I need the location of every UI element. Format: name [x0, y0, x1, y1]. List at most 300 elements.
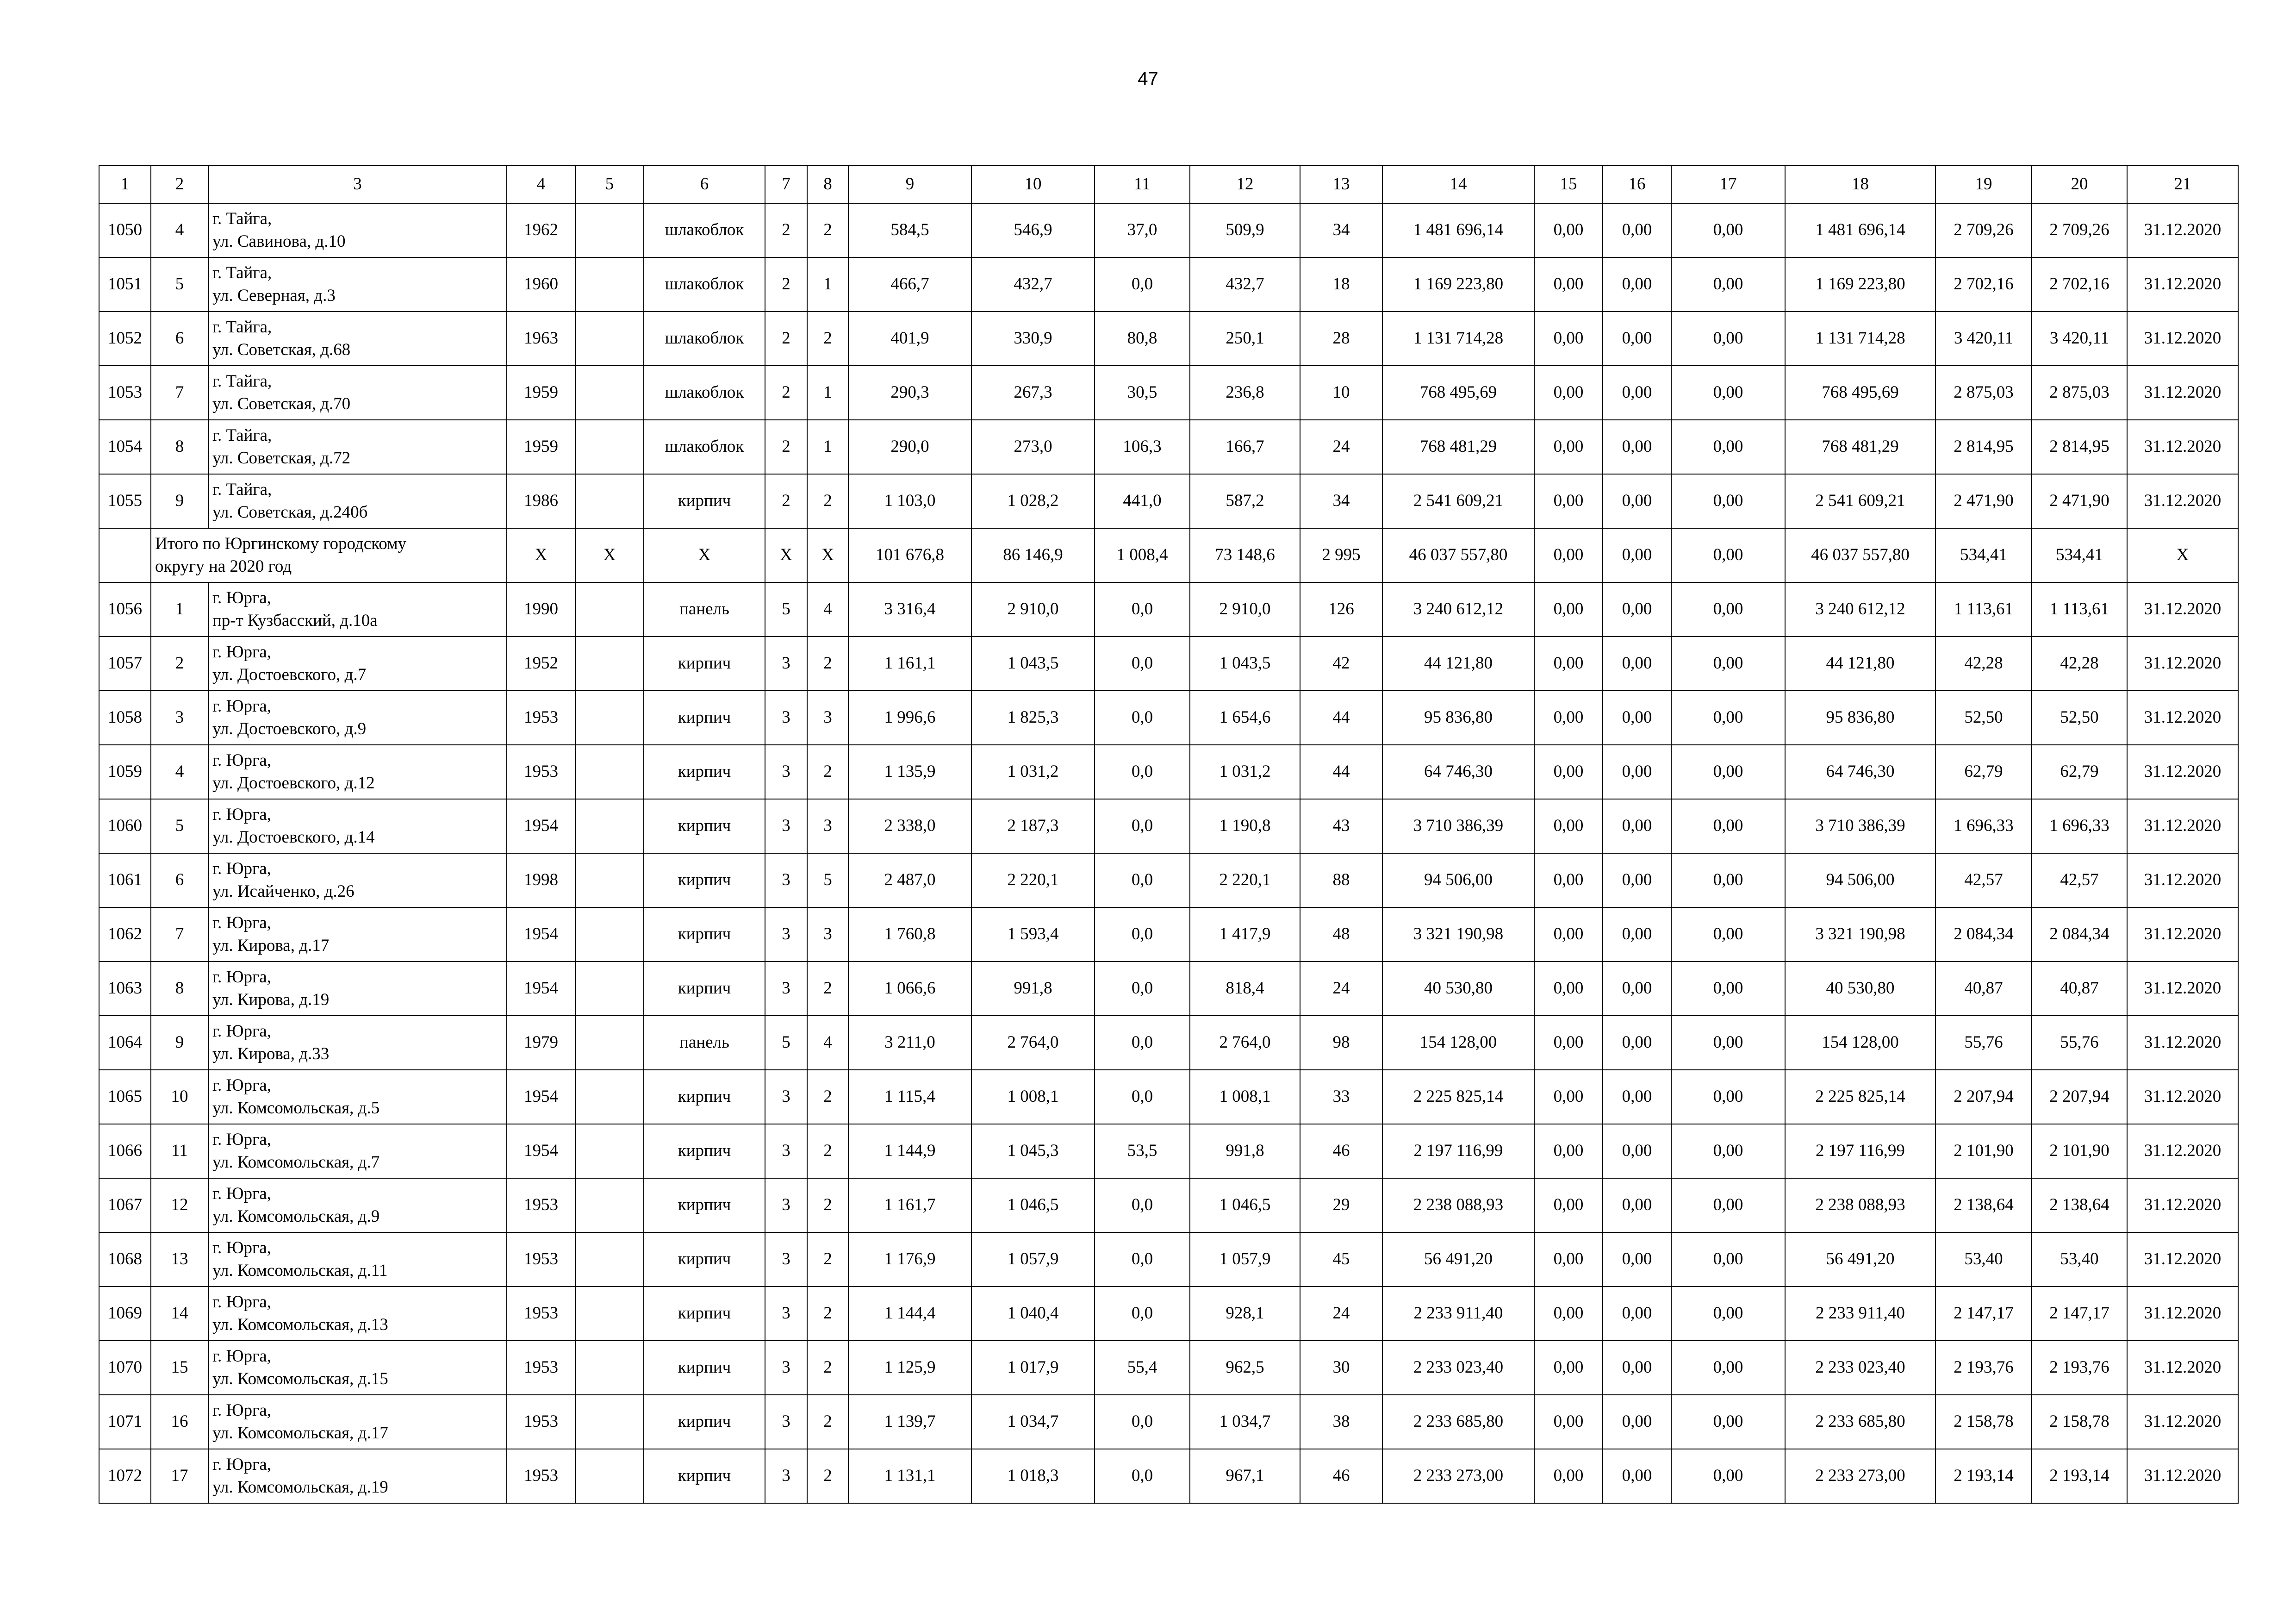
table-cell: 1963 [507, 312, 575, 366]
table-cell: X [765, 528, 807, 582]
address-line: г. Юрга, [212, 859, 271, 879]
table-cell: 0,0 [1095, 637, 1190, 691]
address-line: ул. Комсомольская, д.19 [212, 1477, 388, 1497]
empty-cell [99, 528, 151, 582]
table-cell: 1 760,8 [848, 907, 971, 962]
table-cell: 3 240 612,12 [1382, 582, 1534, 637]
address-line: ул. Достоевского, д.12 [212, 773, 375, 793]
table-row [99, 474, 2238, 528]
table-cell: 1 057,9 [971, 1232, 1095, 1287]
column-number: 14 [1382, 165, 1534, 203]
address-line: г. Тайга, [212, 209, 272, 229]
table-cell: 1 [807, 420, 848, 474]
table-cell: 1953 [507, 1449, 575, 1503]
table-cell: 1 113,61 [1935, 582, 2032, 637]
table-cell: 2 487,0 [848, 853, 971, 907]
column-number: 6 [644, 165, 765, 203]
address-line: ул. Комсомольская, д.5 [212, 1098, 380, 1118]
address-line: ул. Северная, д.3 [212, 286, 336, 305]
address-line: г. Юрга, [212, 751, 271, 770]
table-cell: 2 207,94 [2032, 1070, 2127, 1124]
table-cell: 0,00 [1603, 1124, 1671, 1178]
table-cell: 0,00 [1603, 1178, 1671, 1232]
address-line: г. Юрга, [212, 1076, 271, 1095]
table-cell: 1 040,4 [971, 1287, 1095, 1341]
table-cell: 42,57 [1935, 853, 2032, 907]
table-cell [575, 1395, 644, 1449]
address-cell [208, 691, 507, 745]
table-cell: 9 [151, 474, 208, 528]
table-cell: 0,00 [1603, 474, 1671, 528]
table-cell: 584,5 [848, 203, 971, 257]
table-cell: 509,9 [1190, 203, 1300, 257]
table-cell: 0,00 [1603, 745, 1671, 799]
table-cell: 1952 [507, 637, 575, 691]
address-line: ул. Достоевского, д.14 [212, 827, 375, 847]
table-cell: 2 [765, 203, 807, 257]
table-cell: 0,00 [1603, 853, 1671, 907]
table-cell: кирпич [644, 691, 765, 745]
table-row [99, 962, 2238, 1016]
table-cell: 0,00 [1671, 1124, 1785, 1178]
table-cell: 1959 [507, 420, 575, 474]
table-cell: 0,00 [1603, 1070, 1671, 1124]
table-cell: 0,00 [1534, 1232, 1603, 1287]
address-cell [208, 1124, 507, 1178]
table-cell [575, 1449, 644, 1503]
table-cell: 768 495,69 [1785, 366, 1935, 420]
table-cell [575, 366, 644, 420]
table-cell: 2 238 088,93 [1382, 1178, 1534, 1232]
address-line: г. Юрга, [212, 1130, 271, 1149]
table-cell: 98 [1300, 1016, 1382, 1070]
table-cell: 2 233 023,40 [1785, 1341, 1935, 1395]
table-cell: 250,1 [1190, 312, 1300, 366]
table-cell: 55,4 [1095, 1341, 1190, 1395]
table-cell: 0,00 [1603, 962, 1671, 1016]
table-cell: 0,00 [1603, 366, 1671, 420]
table-cell: 290,0 [848, 420, 971, 474]
table-cell: 0,00 [1671, 799, 1785, 853]
table-cell: 4 [151, 745, 208, 799]
table-cell: 95 836,80 [1382, 691, 1534, 745]
column-number: 18 [1785, 165, 1935, 203]
table-cell: 1 996,6 [848, 691, 971, 745]
table-cell: 991,8 [1190, 1124, 1300, 1178]
table-cell: 2 814,95 [1935, 420, 2032, 474]
table-cell: 64 746,30 [1382, 745, 1534, 799]
table-cell: X [644, 528, 765, 582]
table-cell: 1062 [99, 907, 151, 962]
table-cell: 30 [1300, 1341, 1382, 1395]
table-cell: 34 [1300, 203, 1382, 257]
address-line: ул. Комсомольская, д.9 [212, 1206, 380, 1226]
table-cell: 1072 [99, 1449, 151, 1503]
table-cell: 401,9 [848, 312, 971, 366]
table-cell: 1068 [99, 1232, 151, 1287]
address-line: ул. Исайченко, д.26 [212, 881, 355, 901]
table-cell [575, 853, 644, 907]
table-cell: шлакоблок [644, 257, 765, 312]
table-cell: 0,00 [1603, 1395, 1671, 1449]
table-cell: 2 702,16 [1935, 257, 2032, 312]
table-cell [575, 203, 644, 257]
table-cell: 1059 [99, 745, 151, 799]
table-cell: 0,00 [1534, 745, 1603, 799]
table-cell: 56 491,20 [1785, 1232, 1935, 1287]
table-cell: 30,5 [1095, 366, 1190, 420]
address-line: пр-т Кузбасский, д.10а [212, 611, 378, 630]
table-cell: 1 046,5 [1190, 1178, 1300, 1232]
address-cell [208, 474, 507, 528]
column-number: 1 [99, 165, 151, 203]
table-cell: 1954 [507, 799, 575, 853]
address-line: г. Юрга, [212, 1238, 271, 1258]
table-cell: 1959 [507, 366, 575, 420]
table-cell: 267,3 [971, 366, 1095, 420]
table-cell [575, 420, 644, 474]
table-cell: 46 [1300, 1124, 1382, 1178]
table-cell: 7 [151, 366, 208, 420]
table-cell: 2 [765, 366, 807, 420]
table-cell: 1063 [99, 962, 151, 1016]
table-cell [575, 1016, 644, 1070]
table-cell: 1 [151, 582, 208, 637]
table-cell: 0,00 [1534, 1016, 1603, 1070]
table-cell: кирпич [644, 474, 765, 528]
table-cell: 28 [1300, 312, 1382, 366]
table-cell: 1 045,3 [971, 1124, 1095, 1178]
table-cell: 2 233 273,00 [1382, 1449, 1534, 1503]
address-line: г. Юрга, [212, 697, 271, 716]
table-cell: 42,28 [1935, 637, 2032, 691]
table-cell: 6 [151, 312, 208, 366]
table-cell: 967,1 [1190, 1449, 1300, 1503]
table-cell [575, 637, 644, 691]
table-cell: кирпич [644, 907, 765, 962]
address-line: ул. Комсомольская, д.13 [212, 1315, 388, 1334]
table-cell: 3 240 612,12 [1785, 582, 1935, 637]
column-number: 12 [1190, 165, 1300, 203]
table-cell: 0,0 [1095, 853, 1190, 907]
table-row [99, 799, 2238, 853]
table-cell: 0,0 [1095, 1287, 1190, 1341]
table-cell: 1 008,4 [1095, 528, 1190, 582]
table-cell: 1 034,7 [971, 1395, 1095, 1449]
table-cell: 2 158,78 [2032, 1395, 2127, 1449]
table-cell: 2 084,34 [2032, 907, 2127, 962]
table-cell: 3 [765, 907, 807, 962]
table-cell: 1953 [507, 1178, 575, 1232]
table-cell: 0,00 [1671, 474, 1785, 528]
address-cell [208, 1178, 507, 1232]
table-cell: 3 710 386,39 [1785, 799, 1935, 853]
table-cell: 2 197 116,99 [1382, 1124, 1534, 1178]
table-cell: 0,00 [1534, 691, 1603, 745]
address-cell [208, 962, 507, 1016]
table-cell: 0,00 [1534, 1178, 1603, 1232]
table-cell: 2 233 023,40 [1382, 1341, 1534, 1395]
table-row [99, 1341, 2238, 1395]
table-cell [575, 582, 644, 637]
table-cell: кирпич [644, 799, 765, 853]
table-cell: кирпич [644, 1232, 765, 1287]
table-cell: 6 [151, 853, 208, 907]
table-row [99, 907, 2238, 962]
table-cell [575, 1287, 644, 1341]
table-cell: 31.12.2020 [2127, 366, 2238, 420]
table-cell: 1 028,2 [971, 474, 1095, 528]
table-cell: 1 161,1 [848, 637, 971, 691]
table-cell: 0,00 [1671, 1016, 1785, 1070]
table-cell: 31.12.2020 [2127, 853, 2238, 907]
table-cell: 29 [1300, 1178, 1382, 1232]
table-cell: 1064 [99, 1016, 151, 1070]
table-cell: 2 702,16 [2032, 257, 2127, 312]
table-row [99, 745, 2238, 799]
table-cell: 2 995 [1300, 528, 1382, 582]
table-cell: 10 [1300, 366, 1382, 420]
table-cell: 1962 [507, 203, 575, 257]
table-cell: 1953 [507, 1287, 575, 1341]
table-cell: 55,76 [1935, 1016, 2032, 1070]
table-cell: 2 225 825,14 [1785, 1070, 1935, 1124]
table-cell: кирпич [644, 637, 765, 691]
table-cell: 94 506,00 [1785, 853, 1935, 907]
table-cell: 2 233 911,40 [1785, 1287, 1935, 1341]
table-cell: 0,0 [1095, 1449, 1190, 1503]
table-cell: шлакоблок [644, 366, 765, 420]
table-cell: 3 [765, 1070, 807, 1124]
table-cell: кирпич [644, 853, 765, 907]
table-cell: 9 [151, 1016, 208, 1070]
table-cell: 2 158,78 [1935, 1395, 2032, 1449]
table-cell: 0,00 [1671, 582, 1785, 637]
table-cell: 534,41 [2032, 528, 2127, 582]
column-number: 15 [1534, 165, 1603, 203]
table-cell: 2 193,76 [1935, 1341, 2032, 1395]
table-cell: 1 008,1 [1190, 1070, 1300, 1124]
table-cell: 40,87 [1935, 962, 2032, 1016]
table-cell: 8 [151, 420, 208, 474]
table-cell: 12 [151, 1178, 208, 1232]
table-cell: панель [644, 1016, 765, 1070]
table-cell: 2 [807, 312, 848, 366]
table-cell: 0,00 [1534, 637, 1603, 691]
table-cell: 64 746,30 [1785, 745, 1935, 799]
table-cell: 2 910,0 [971, 582, 1095, 637]
table-cell: 0,0 [1095, 1070, 1190, 1124]
table-cell: 3 [765, 637, 807, 691]
table-cell: 1050 [99, 203, 151, 257]
table-cell: 0,00 [1534, 907, 1603, 962]
table-cell: 31.12.2020 [2127, 745, 2238, 799]
table-cell: кирпич [644, 1395, 765, 1449]
table-cell: 3 [765, 691, 807, 745]
address-line: ул. Комсомольская, д.17 [212, 1423, 388, 1443]
column-number: 17 [1671, 165, 1785, 203]
address-cell [208, 1070, 507, 1124]
table-cell: 31.12.2020 [2127, 799, 2238, 853]
table-cell: 0,00 [1603, 907, 1671, 962]
table-cell: 1 043,5 [1190, 637, 1300, 691]
table-cell: 330,9 [971, 312, 1095, 366]
address-line: ул. Комсомольская, д.15 [212, 1369, 388, 1388]
table-cell: 0,00 [1534, 1341, 1603, 1395]
table-cell: 2 147,17 [1935, 1287, 2032, 1341]
table-cell: 1 057,9 [1190, 1232, 1300, 1287]
address-cell [208, 366, 507, 420]
table-cell: 2 [807, 1341, 848, 1395]
table-cell: 0,00 [1671, 1232, 1785, 1287]
table-cell: 1069 [99, 1287, 151, 1341]
table-cell: 0,00 [1671, 257, 1785, 312]
table-cell: 31.12.2020 [2127, 474, 2238, 528]
table-cell: панель [644, 582, 765, 637]
table-cell: 0,00 [1534, 853, 1603, 907]
table-cell: 1058 [99, 691, 151, 745]
table-cell: 1 161,7 [848, 1178, 971, 1232]
table-cell [575, 1070, 644, 1124]
address-line: г. Юрга, [212, 643, 271, 662]
table-cell: 2 138,64 [1935, 1178, 2032, 1232]
table-cell: 2 764,0 [1190, 1016, 1300, 1070]
address-line: г. Юрга, [212, 1022, 271, 1041]
table-cell [575, 745, 644, 799]
table-cell: 0,00 [1534, 1070, 1603, 1124]
table-cell: 432,7 [1190, 257, 1300, 312]
table-cell: шлакоблок [644, 420, 765, 474]
table-cell: 2 [807, 1232, 848, 1287]
page-number: 47 [1138, 69, 1158, 89]
table-cell: 1 031,2 [971, 745, 1095, 799]
column-number: 10 [971, 165, 1095, 203]
table-cell: 1953 [507, 1395, 575, 1449]
table-cell: 0,00 [1671, 203, 1785, 257]
address-line: г. Юрга, [212, 1455, 271, 1474]
column-number: 4 [507, 165, 575, 203]
table-cell: 3 211,0 [848, 1016, 971, 1070]
table-cell: 1 144,9 [848, 1124, 971, 1178]
table-cell: 3 [765, 1124, 807, 1178]
table-cell: 2 207,94 [1935, 1070, 2032, 1124]
table-cell: 0,00 [1534, 474, 1603, 528]
table-cell: 88 [1300, 853, 1382, 907]
table-cell: 0,00 [1671, 907, 1785, 962]
table-cell: 2 [807, 203, 848, 257]
table-cell: 2 [807, 474, 848, 528]
table-cell: 1 125,9 [848, 1341, 971, 1395]
table-cell: 2 220,1 [971, 853, 1095, 907]
table-cell: 3 [765, 1449, 807, 1503]
table-cell: 0,00 [1603, 1287, 1671, 1341]
table-cell: 2 [765, 257, 807, 312]
table-cell: 1066 [99, 1124, 151, 1178]
total-row [99, 528, 2238, 582]
address-cell [208, 907, 507, 962]
table-cell: 3 [765, 1341, 807, 1395]
table-cell: 0,0 [1095, 1178, 1190, 1232]
table-cell: 3 420,11 [2032, 312, 2127, 366]
table-cell: 2 [807, 1395, 848, 1449]
table-cell: 2 [765, 312, 807, 366]
table-cell: 991,8 [971, 962, 1095, 1016]
table-cell: 42,28 [2032, 637, 2127, 691]
address-cell [208, 799, 507, 853]
table-cell: 0,00 [1603, 1341, 1671, 1395]
address-cell [208, 1449, 507, 1503]
column-number: 13 [1300, 165, 1382, 203]
table-cell: 1998 [507, 853, 575, 907]
table-cell: 43 [1300, 799, 1382, 853]
table-cell: X [575, 528, 644, 582]
column-number: 5 [575, 165, 644, 203]
table-cell: 2 [807, 1449, 848, 1503]
table-cell: кирпич [644, 1178, 765, 1232]
table-cell: 2 101,90 [1935, 1124, 2032, 1178]
column-number: 16 [1603, 165, 1671, 203]
address-line: ул. Кирова, д.17 [212, 936, 330, 955]
total-label-line: Итого по Юргинскому городскому [155, 534, 406, 554]
table-cell: 3 [765, 853, 807, 907]
table-cell: 273,0 [971, 420, 1095, 474]
address-cell [208, 745, 507, 799]
table-cell: 2 [807, 1070, 848, 1124]
table-cell [575, 1178, 644, 1232]
table-cell: 1 031,2 [1190, 745, 1300, 799]
table-cell: 2 541 609,21 [1785, 474, 1935, 528]
column-number: 19 [1935, 165, 2032, 203]
table-cell: 3 710 386,39 [1382, 799, 1534, 853]
table-cell: 0,00 [1603, 312, 1671, 366]
column-number: 21 [2127, 165, 2238, 203]
table-cell: 166,7 [1190, 420, 1300, 474]
table-cell: 8 [151, 962, 208, 1016]
table-cell: 2 541 609,21 [1382, 474, 1534, 528]
table-cell: 0,00 [1671, 1395, 1785, 1449]
housing-table [99, 165, 2239, 1504]
table-cell: 0,00 [1534, 1124, 1603, 1178]
table-cell: 0,00 [1534, 203, 1603, 257]
table-cell: 1 169 223,80 [1382, 257, 1534, 312]
table-cell: 40 530,80 [1785, 962, 1935, 1016]
table-cell: 0,00 [1534, 799, 1603, 853]
table-cell: 62,79 [1935, 745, 2032, 799]
table-cell: 1 066,6 [848, 962, 971, 1016]
table-cell: 1 018,3 [971, 1449, 1095, 1503]
table-cell: 0,00 [1671, 962, 1785, 1016]
table-cell: 13 [151, 1232, 208, 1287]
table-cell: 0,00 [1603, 691, 1671, 745]
table-cell: 52,50 [2032, 691, 2127, 745]
table-row [99, 853, 2238, 907]
table-cell: 4 [151, 203, 208, 257]
table-cell: 2 814,95 [2032, 420, 2127, 474]
table-cell: 5 [807, 853, 848, 907]
table-cell: 2 [765, 474, 807, 528]
table-cell: 101 676,8 [848, 528, 971, 582]
column-number: 9 [848, 165, 971, 203]
table-cell: 768 481,29 [1382, 420, 1534, 474]
table-cell: 1 131 714,28 [1382, 312, 1534, 366]
table-cell: 0,00 [1534, 962, 1603, 1016]
table-cell: 1 144,4 [848, 1287, 971, 1341]
table-cell: 4 [807, 582, 848, 637]
table-cell: кирпич [644, 1287, 765, 1341]
table-row [99, 1070, 2238, 1124]
table-cell: 2 709,26 [2032, 203, 2127, 257]
table-cell: 31.12.2020 [2127, 1341, 2238, 1395]
